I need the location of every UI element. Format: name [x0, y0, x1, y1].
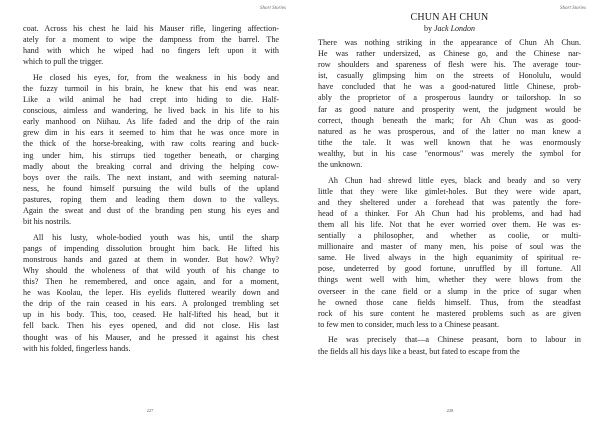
paragraph: [318, 37, 581, 170]
text-line: the fuzzy turmoil in his brain, he knew that his end was near.: [23, 83, 279, 93]
byline: [318, 24, 581, 33]
page-number: 228: [446, 408, 454, 413]
text-line: this? Then he remembered, and once again, and for a moment,: [23, 277, 279, 287]
text-line: overseer in the cane field or a slump in the price of sugar when: [318, 286, 581, 296]
text-line: pose, undeterred by good fortune, unruffled by ill fortune. All: [318, 264, 581, 274]
paragraph: [23, 72, 279, 227]
text-line: rock of his sure content he mastered problems such as are given: [318, 308, 581, 318]
text-line: Like a wild animal he had crept into hiding to die. Half-: [23, 95, 279, 105]
text-line: coat. Across his chest he laid his Mauser rifle, lingering affection-: [23, 24, 279, 33]
text-line: he was Koolau, the leper. His eyelids fluttered wearily down and: [23, 288, 279, 298]
text-line: boys over the rails. The next instant, and with seeming natural-: [23, 172, 279, 182]
right-page: [300, 0, 600, 424]
text-line: hand with which he wiped had no fingers left upon it with: [23, 46, 279, 56]
text-line: natured as he was prosperous, and of the latter no man knew a: [318, 126, 581, 136]
text-line: All his lusty, whole-bodied youth was his, until the sharp: [33, 232, 279, 242]
text-line: which to pull the trigger.: [23, 57, 104, 67]
text-line: sentially a philosopher, and whether as coolie, or multi-: [318, 231, 581, 241]
text-line: tithe the tale. It was well known that he was enormously: [318, 137, 581, 147]
text-line: he owned those cane fields himself. Thus, from the steadfast: [318, 297, 581, 307]
text-line: bit his nostrils.: [23, 217, 72, 227]
text-line: ist, casually glimpsing him on the streets of Honolulu, would: [318, 71, 581, 81]
text-line: to few men to consider, much less to a Chinese peasant.: [318, 319, 500, 329]
text-line: them all his life. Not that he ever worried over them. He was es-: [318, 220, 581, 229]
text-line: grew dim in his ears it seemed to him that he was once more in: [23, 128, 279, 138]
text-line: Ah Chun had shrewd little eyes, black and beady and so very: [328, 175, 581, 185]
text-line: madly about the breaking corral and driving the helping cow-: [23, 161, 279, 171]
text-line: thought was of his Mauser, and he pressed it against his chest: [23, 332, 279, 342]
text-line: things went well with him, whether they were blows from the: [318, 275, 581, 285]
text-line: far as good nature and prosperity went, the judgment would be: [318, 104, 581, 114]
paragraph: [23, 23, 279, 67]
text-line: conscious, aimless and wandering, he lived back in his life to his: [23, 106, 279, 116]
text-line: ness, he found himself pursuing the wild bulls of the upland: [23, 183, 279, 193]
running-head: Short Stories: [260, 6, 286, 11]
text-line: correct, though beneath the mark; for Ah Chun was as good-: [318, 115, 581, 125]
text-line: the thick of the horse-breaking, with raw colts rearing and buck-: [23, 139, 279, 149]
text-line: the unknown.: [318, 160, 363, 170]
text-line: the drip of the rain ceased in his ears. A prolonged trembling set: [23, 299, 279, 309]
text-line: He was precisely that—a Chinese peasant, born to labour in: [328, 335, 581, 345]
paragraph: [318, 334, 581, 356]
text-line: pastures, roping them and leading them down to the valleys.: [23, 194, 279, 204]
text-line: millionaire and master of many men, his poise of soul was the: [318, 242, 581, 252]
right-body-text: [318, 37, 581, 357]
text-line: Again the sweat and dust of the branding pen stung his eyes and: [23, 206, 279, 215]
page-number: 227: [146, 408, 154, 413]
running-head: Short Stories: [560, 6, 586, 11]
text-line: have concluded that he was a good-natured little Chinese, prob-: [318, 82, 581, 92]
text-line: ately for a moment to wipe the dampness from the barrel. The: [23, 35, 279, 45]
left-body-text: [23, 23, 279, 354]
text-line: early manhood on Niihau. As life faded and the drip of the rain: [23, 117, 279, 127]
text-line: wealthy, but in his case "enormous" was merely the symbol for: [318, 148, 581, 158]
author-name: Jack London: [433, 24, 476, 33]
text-line: fell back. Then his eyes opened, and did not close. His last: [23, 321, 279, 331]
story-title: CHUN AH CHUN: [410, 12, 489, 23]
text-line: up in his body. This, too, ceased. He half-lifted his head, but it: [23, 310, 279, 320]
text-line: ably the proprietor of a prosperous laundry or tailorshop. In so: [318, 93, 581, 103]
text-line: monstrous hands and gazed at them in wonder. But how? Why?: [23, 254, 279, 264]
text-line: He closed his eyes, for, from the weakness in his body and: [33, 72, 279, 82]
text-line: pangs of impending dissolution brought him back. He lifted his: [23, 243, 279, 253]
text-line: little that they were like gimlet-holes. But they were wide apart,: [318, 186, 581, 196]
text-line: row shoulders and spareness of flesh were his. The average tour-: [318, 60, 581, 70]
text-line: the fields all his days like a beast, but fated to escape from the: [318, 346, 520, 356]
text-line: Why should the wholeness of that wild youth of his change to: [23, 265, 279, 275]
paragraph: [318, 175, 581, 330]
text-line: ing under him, his stirrups tied together beneath, or charging: [23, 150, 279, 160]
text-line: There was nothing striking in the appearance of Chun Ah Chun.: [318, 38, 581, 47]
byline-prefix: by: [423, 24, 432, 33]
text-line: and they sheltered under a forehead that was patently the fore-: [318, 197, 581, 207]
text-line: same. He lived always in the high equanimity of spiritual re-: [318, 253, 581, 263]
text-line: He was rather undersized, as Chinese go, and the Chinese nar-: [318, 49, 581, 59]
text-line: head of a thinker. For Ah Chun had his problems, and had had: [318, 208, 581, 218]
paragraph: [23, 232, 279, 354]
text-line: with his folded, fingerless hands.: [23, 343, 131, 353]
